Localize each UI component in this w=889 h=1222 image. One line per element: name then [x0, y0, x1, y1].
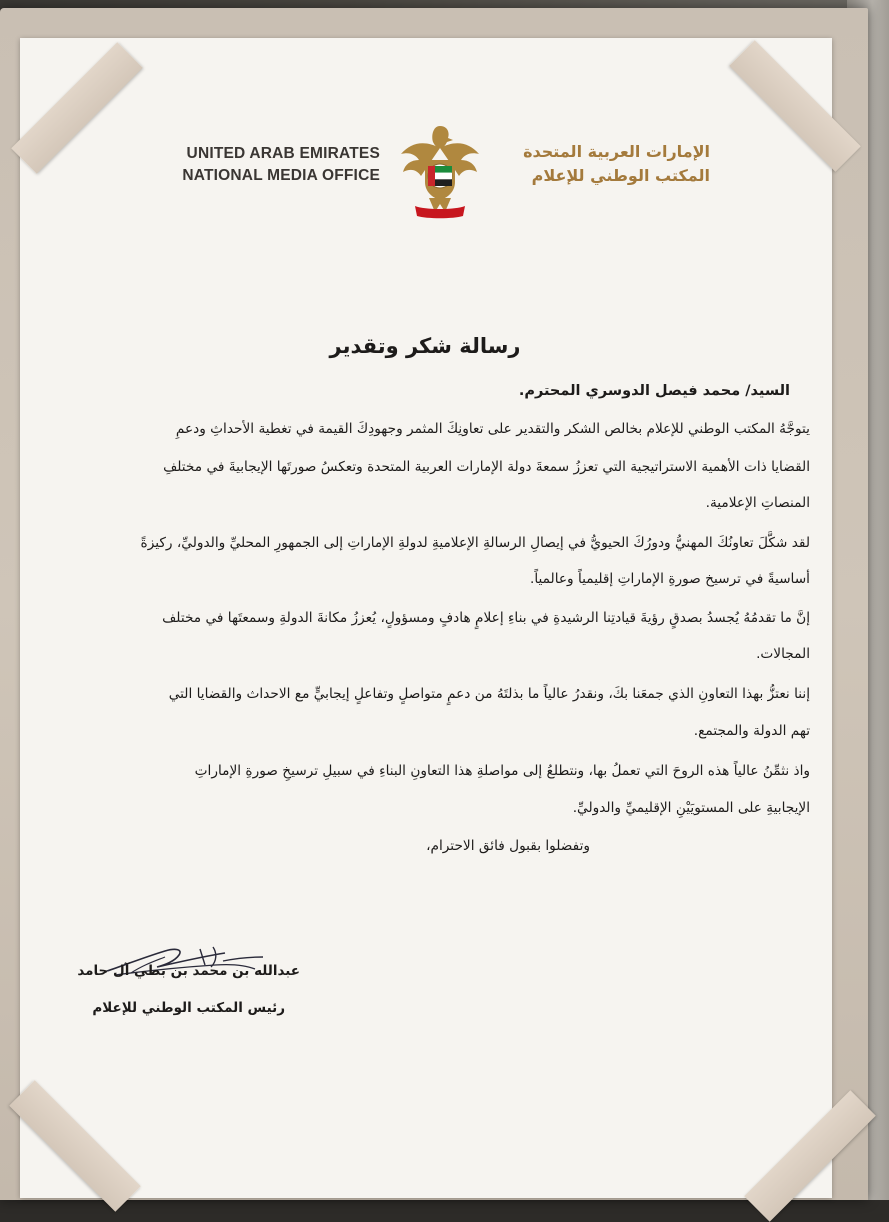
letterhead-english [130, 143, 380, 187]
closing-line: وتفضلوا بقبول فائق الاحترام، [426, 838, 590, 854]
folder-corner-bottom-left [9, 1080, 141, 1212]
body-line: يتوجَّهُ المكتب الوطني للإعلام بخالص الشكر والتقدير على تعاونِكَ المثمر وجهودِكَ القيمة في تغطية الأحداثِ ودعمِ [175, 421, 810, 437]
body-line: تهم الدولة والمجتمع. [693, 723, 810, 739]
body-line: إنَّ ما تقدمُهُ يُجسدُ بصدقٍ رؤيةَ قيادتِنا الرشيدةِ في بناءِ إعلامٍ هادفٍ ومسؤولٍ، يُعززُ مكانةَ الدولةِ وسمعتَها في مختلف [162, 610, 810, 626]
folder-corner-top-right [729, 40, 861, 172]
letter-page [20, 38, 832, 1198]
folder-corner-top-left [11, 42, 143, 174]
body-line: واذ نثمِّنُ عالياً هذه الروحَ التي تعملُ بها، ونتطلعُ إلى مواصلةِ هذا التعاونِ البناءِ في سبيلِ ترسيخِ صورةِ الإماراتِ [194, 763, 810, 779]
folder-corner-bottom-right [744, 1090, 876, 1222]
body-line: المجالات. [756, 646, 810, 662]
signatory-name: عبدالله بن محمد بن بطي آل حامد [77, 963, 300, 979]
body-line: القضايا ذات الأهمية الاستراتيجية التي تعززُ سمعةَ دولة الإمارات العربية المتحدة وتعكسُ صورتَها الإيجابيةَ في مختلفِ [163, 459, 810, 475]
body-line: الإيجابيةِ على المستويَيْنِ الإقليميِّ والدوليِّ. [572, 800, 810, 816]
signatory-title: رئيس المكتب الوطني للإعلام [92, 1000, 285, 1016]
letterhead-ar-country: الإمارات العربية المتحدة [523, 142, 710, 161]
body-line: لقد شكَّلَ تعاونُكَ المهنيُّ ودورُكَ الحيويُّ في إيصالِ الرسالةِ الإعلاميةِ لدولةِ الإماراتِ إلى الجمهورِ المحليِّ والدوليِّ، ركيزةً [140, 535, 810, 551]
body-line: أساسيةً في ترسيخ صورةِ الإماراتِ إقليمياً وعالمياً. [529, 571, 810, 587]
letterhead-en-office: NATIONAL MEDIA OFFICE [182, 167, 380, 184]
letterhead-ar-office: المكتب الوطني للإعلام [531, 166, 710, 185]
salutation: السيد/ محمد فيصل الدوسري المحترم. [518, 383, 790, 399]
presentation-folder [0, 8, 868, 1200]
body-line: المنصاتِ الإعلامية. [705, 495, 810, 511]
uae-falcon-emblem-icon [395, 120, 485, 220]
letterhead-en-country: UNITED ARAB EMIRATES [186, 145, 380, 162]
letterhead-arabic [490, 140, 710, 188]
letter-title: رسالة شكر وتقدير [329, 334, 521, 358]
body-line: إننا نعتزُّ بهذا التعاونِ الذي جمعَنا بكَ، ونقدرُ عالياً ما بذلتَهُ من دعمٍ متواصلٍ وتفاعلٍ إيجابيٍّ مع الاحداث والقضايا التي [168, 686, 810, 702]
